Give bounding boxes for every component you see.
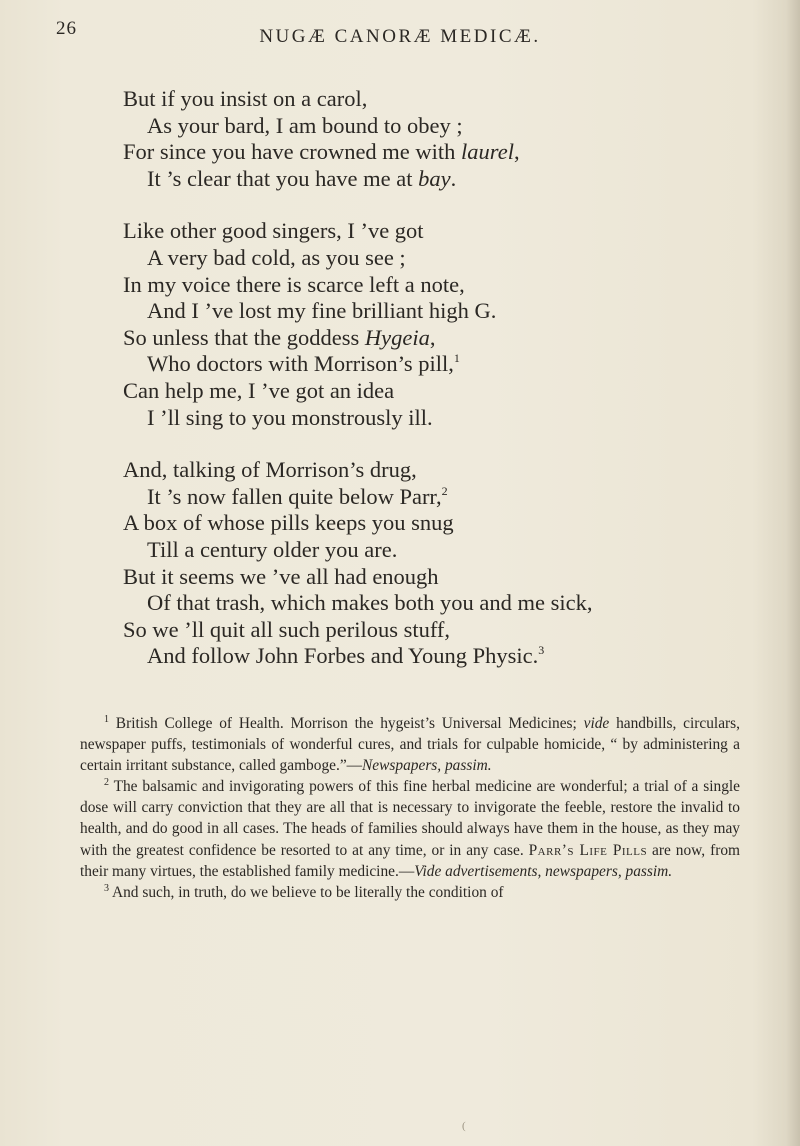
text-run: And follow John Forbes and Young Physic. xyxy=(147,643,539,669)
text-run: laurel xyxy=(461,139,514,165)
verse-line xyxy=(123,245,783,272)
text-run: And such, in truth, do we believe to be literally the condition of xyxy=(109,883,504,901)
text-run: handbills, circulars, newspaper puffs, testimonials of wonderful cures, and trials for culpable homicide, “ by administering a certain irritant substance, called gamboge.”— xyxy=(80,715,740,775)
text-run: Newspapers, passim. xyxy=(362,757,492,775)
text-run: And I ’ve lost my fine brilliant high G. xyxy=(147,298,497,324)
footnotes xyxy=(80,713,740,903)
verse-line xyxy=(123,351,783,378)
verse-line xyxy=(123,298,783,325)
verse-line xyxy=(123,272,783,299)
page-mark: ( xyxy=(462,1120,466,1132)
footnote-marker[interactable]: 1 xyxy=(104,714,109,725)
text-run: But it seems we ’ve all had enough xyxy=(123,563,439,589)
poem-verse xyxy=(123,86,783,670)
verse-line xyxy=(123,218,783,245)
footnote-marker[interactable]: 3 xyxy=(538,643,545,658)
verse-line xyxy=(123,86,783,113)
text-run: Vide advertisements, newspapers, passim. xyxy=(414,862,673,880)
running-title: NUGÆ CANORÆ MEDICÆ. xyxy=(259,26,541,47)
text-run: The balsamic and invigorating powers of this fine herbal medicine are wonderful; a trial of a single dose will carry conviction that they are all that is necessary to invigorate the feeble, restore the invalid to health, and do good in all cases. The heads of families should always have them in the house, as they may with the greatest confidence be resorted to at any time, or in any case. xyxy=(80,778,740,859)
text-run: I ’ll sing to you monstrously ill. xyxy=(147,404,433,430)
text-run: vide xyxy=(583,715,610,732)
verse-line xyxy=(123,405,783,432)
verse-line xyxy=(123,537,783,564)
footnote-marker[interactable]: 2 xyxy=(441,483,448,498)
footnote-marker[interactable]: 3 xyxy=(104,882,109,894)
text-run: A box of whose pills keeps you snug xyxy=(123,510,454,536)
text-run: Till a century older you are. xyxy=(147,536,398,562)
verse-line xyxy=(123,643,783,670)
text-run: Parr’s Life Pills xyxy=(528,841,648,859)
text-run: And, talking of Morrison’s drug, xyxy=(123,457,417,483)
page-number: 26 xyxy=(56,18,77,39)
text-run: It ’s now fallen quite below Parr, xyxy=(147,483,442,509)
text-run: As your bard, I am bound to obey ; xyxy=(147,112,463,138)
text-run: Can help me, I ’ve got an idea xyxy=(123,377,395,403)
footnote xyxy=(80,776,740,881)
text-run: , xyxy=(513,139,520,165)
text-run: bay xyxy=(418,165,451,191)
footnote xyxy=(80,882,740,903)
text-run: are now, from their many virtues, the established family medicine.— xyxy=(80,841,740,880)
text-run: Of that trash, which makes both you and me sick, xyxy=(147,590,593,616)
text-run: Hygeia xyxy=(364,324,430,350)
verse-line xyxy=(123,139,783,166)
footnote xyxy=(80,713,740,776)
text-run: For since you have crowned me with xyxy=(123,139,462,165)
verse-line xyxy=(123,325,783,352)
stanza xyxy=(123,457,783,670)
page-edge-shadow xyxy=(786,0,800,1146)
text-run: So we ’ll quit all such perilous stuff, xyxy=(123,616,451,642)
text-run: It ’s clear that you have me at xyxy=(147,165,419,191)
footnote-marker[interactable]: 1 xyxy=(453,351,460,366)
text-run: Like other good singers, I ’ve got xyxy=(123,218,424,244)
verse-line xyxy=(123,617,783,644)
verse-line xyxy=(123,113,783,140)
text-run: But if you insist on a carol, xyxy=(123,86,368,111)
verse-line xyxy=(123,166,783,193)
verse-line xyxy=(123,484,783,511)
stanza xyxy=(123,86,783,192)
verse-line xyxy=(123,564,783,591)
verse-line xyxy=(123,510,783,537)
text-run: A very bad cold, as you see ; xyxy=(147,244,406,270)
text-run: In my voice there is scarce left a note, xyxy=(123,271,465,297)
verse-line xyxy=(123,457,783,484)
text-run: British College of Health. Morrison the hygeist’s Universal Medicines; xyxy=(109,715,584,732)
text-run: . xyxy=(450,165,457,191)
stanza xyxy=(123,218,783,431)
text-run: Who doctors with Morrison’s pill, xyxy=(147,351,454,377)
text-run: So unless that the goddess xyxy=(123,324,365,350)
verse-line xyxy=(123,378,783,405)
text-run: , xyxy=(429,324,436,350)
verse-line xyxy=(123,590,783,617)
footnote-marker[interactable]: 2 xyxy=(104,777,109,789)
